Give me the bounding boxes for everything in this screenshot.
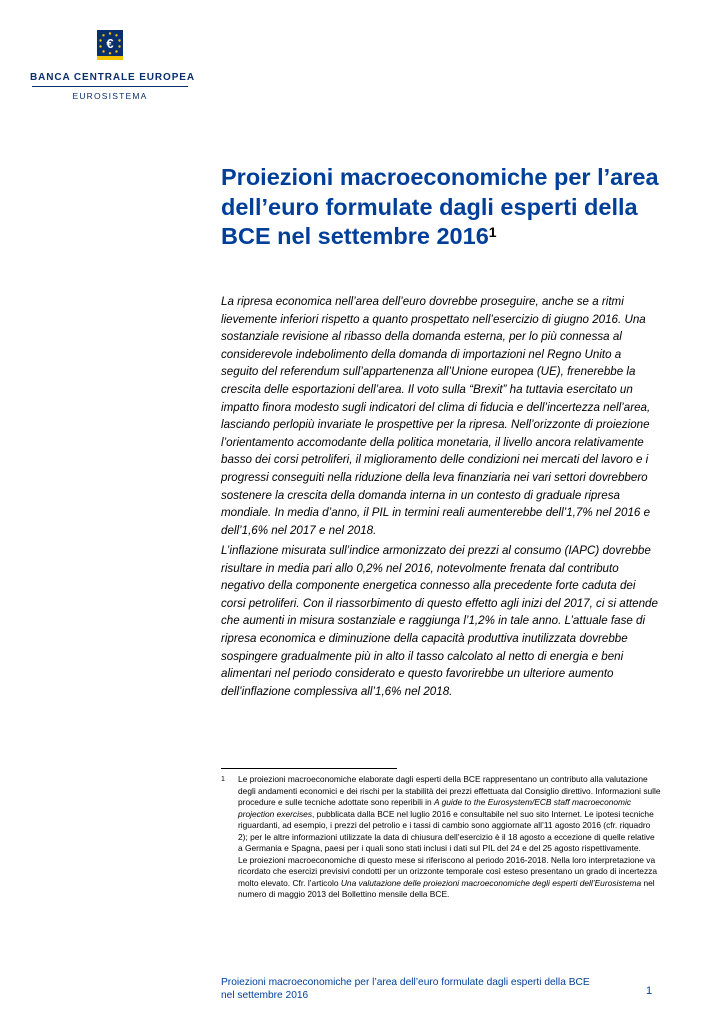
ecb-logo (30, 28, 195, 101)
document-title-text: Proiezioni macroeconomiche per l’area dell’euro formulate dagli esperti della BCE nel settembre 2016 (221, 164, 659, 249)
bank-name: BANCA CENTRALE EUROPEA (30, 72, 195, 83)
footnote-text-part1: Le proiezioni macroeconomiche elaborate dagli esperti della BCE rappresentano un contributo alla valutazione degli andamenti economici e dei rischi per la stabilità dei prezzi effettuata dal Consiglio direttivo. Informazioni sulle procedure e sulle tecniche adottate sono reperibili in (238, 774, 661, 807)
footnote-article-title: Una valutazione delle proiezioni macroeconomiche degli esperti dell’Eurosistema (340, 877, 642, 888)
intro-paragraph: La ripresa economica nell’area dell’euro dovrebbe proseguire, anche se a ritmi lievemente inferiori rispetto a quanto prospettato nell’esercizio di giugno 2016. Una sostanziale revisione al ribasso della domanda esterna, per lo più connessa al considerevole indebolimento della domanda di importazioni nel Regno Unito a seguito del referendum sull’appartenenza all’Unione europea (UE), frenerebbe la crescita delle esportazioni dell’area. Il voto sulla “Brexit” ha tuttavia esercitato un impatto finora modesto sugli indicatori del clima di fiducia e dell’incertezza nell’area, lasciando perlopiù invariate le prospettive per la ripresa. Nell’orizzonte di proiezione l’orientamento accomodante della politica monetaria, il livello ancora relativamente basso dei corsi petroliferi, il miglioramento delle condizioni nei mercati del lavoro e i progressi conseguiti nella riduzione della leva finanziaria nei vari settori dovrebbero sostenere la crescita della domanda interna in un contesto di graduale ripresa mondiale. In media d’anno, il PIL in termini reali aumenterebbe dell’1,7% nel 2016 e dell’1,6% nel 2017 e nel 2018. (221, 295, 651, 537)
footnote-text (238, 774, 661, 901)
footer-line-2: nel settembre 2016 (221, 990, 309, 1002)
footnote-guide-title: A guide to the Eurosystem/ECB staff macroeconomic projection exercises (238, 797, 632, 819)
page-number: 1 (646, 985, 653, 997)
svg-text:€: € (106, 36, 114, 51)
footnote-text-part3: Le proiezioni macroeconomiche di questo mese si riferiscono al periodo 2016-2018. Nella loro interpretazione va ricordato che esercizi previsivi condotti per un orizzonte temporale così esteso presentano un grado di incertezza molto elevato. Cfr. l’articolo (238, 854, 657, 888)
footnote-text-part2: , pubblicata dalla BCE nel luglio 2016 e consultabile nel suo sito Internet. Le ipotesi tecniche riguardanti, ad esempio, i prezzi del petrolio e i tassi di cambio sono aggiornate all’11 agosto 2016 (cfr. riquadro 2); per le altre informazioni utilizzate la data di chiusura dell’esercizio è il 18 agosto a eccezione di quelle relative a Germania e Spagna, paesi per i quali sono stati inclusi i dati sul PIL del 24 e del 25 agosto rispettivamente. (238, 808, 655, 853)
footer-line-1: Proiezioni macroeconomiche per l’area dell’euro formulate dagli esperti della BCE (221, 977, 590, 988)
inflation-paragraph: L’inflazione misurata sull’indice armonizzato dei prezzi al consumo (IAPC) dovrebbe risultare in media pari allo 0,2% nel 2016, notevolmente frenata dal contributo negativo della componente energetica connesso alla precedente forte caduta dei corsi petroliferi. Con il riassorbimento di questo effetto agli inizi del 2017, ci si attende che aumenti in misura sostanziale e raggiunga l’1,2% in tale anno. L’attuale fase di ripresa economica e diminuzione della capacità produttiva inutilizzata dovrebbe sospingere gradualmente più in alto il tasso calcolato al netto di energia e beni alimentari nel periodo considerato e questo favorirebbe un ulteriore aumento dell’inflazione complessiva all’1,6% nel 2018. (221, 544, 658, 698)
page-footer (221, 976, 661, 1003)
footnote (221, 774, 661, 901)
footnote-text-part4: nel numero di maggio 2013 del Bollettino mensile della BCE. (238, 877, 655, 899)
bank-subtitle: EUROSISTEMA (72, 91, 148, 101)
footnote-divider (221, 768, 397, 769)
document-title (221, 163, 671, 252)
ecb-euro-logo-icon (88, 28, 132, 66)
logo-divider (32, 86, 188, 87)
footnote-mark: 1 (221, 776, 225, 783)
title-footnote-mark[interactable]: 1 (488, 224, 497, 240)
